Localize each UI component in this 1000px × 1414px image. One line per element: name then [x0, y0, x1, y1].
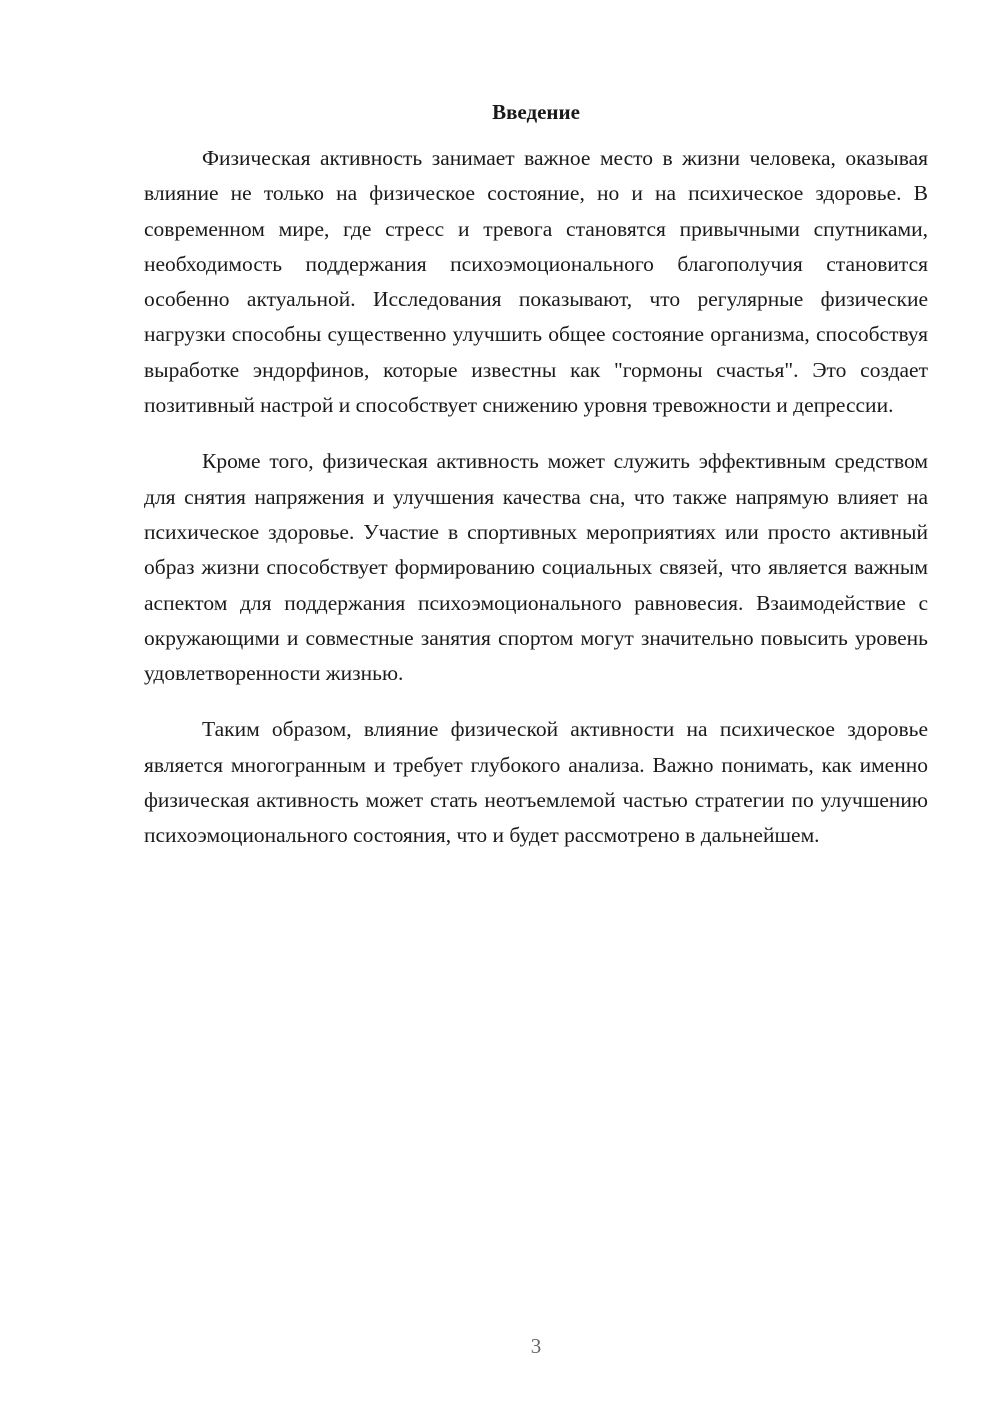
paragraph-1: Физическая активность занимает важное место в жизни человека, оказывая влияние не только на физическое состояние, но и на психическое здоровье. В современном мире, где стресс и тревога становятся привычными спутниками, необходимость поддержания психоэмоционального благополучия становится особенно актуальной. Исследования показывают, что регулярные физические нагрузки способны существенно улучшить общее состояние организма, способствуя выработке эндорфинов, которые известны как "гормоны счастья". Это создает позитивный настрой и способствует снижению уровня тревожности и депрессии.	[144, 146, 928, 418]
page-number: 3	[530, 1334, 542, 1358]
document-body	[144, 141, 928, 875]
paragraph-3: Таким образом, влияние физической активности на психическое здоровье является многогранным и требует глубокого анализа. Важно понимать, как именно физическая активность может стать неотъемлемой частью стратегии по улучшению психоэмоционального состояния, что и будет рассмотрено в дальнейшем.	[144, 717, 928, 848]
paragraph-2: Кроме того, физическая активность может служить эффективным средством для снятия напряжения и улучшения качества сна, что также напрямую влияет на психическое здоровье. Участие в спортивных мероприятиях или просто активный образ жизни способствует формированию социальных связей, что является важным аспектом для поддержания психоэмоционального равновесия. Взаимодействие с окружающими и совместные занятия спортом могут значительно повысить уровень удовлетворенности жизнью.	[144, 449, 928, 686]
page-title: Введение	[492, 100, 580, 124]
